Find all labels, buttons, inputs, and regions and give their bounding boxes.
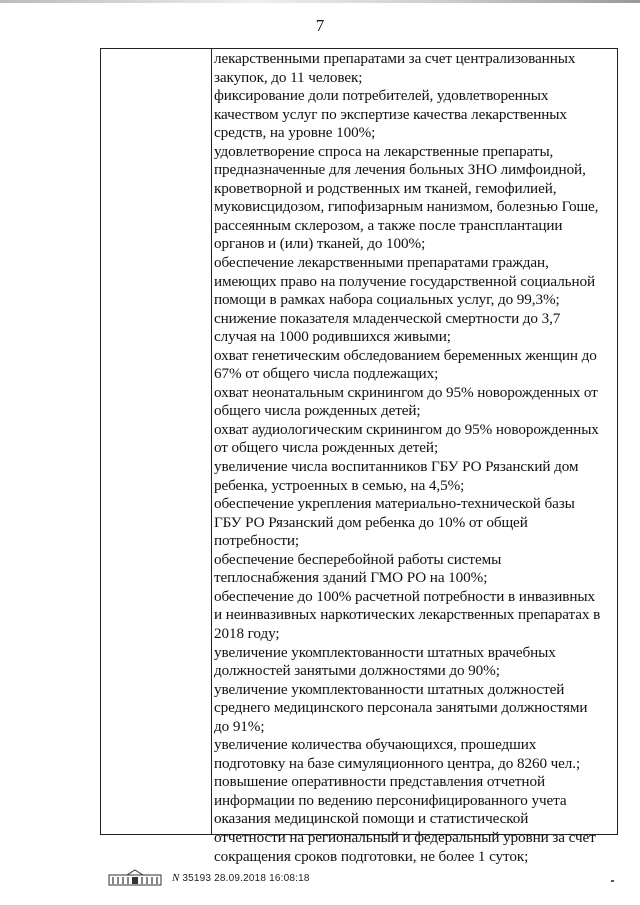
text-line: среднего медицинского персонала занятыми должностями [214,699,588,717]
text-line: должностей занятыми должностями до 90%; [214,662,500,680]
text-line: сокращения сроков подготовки, не более 1 суток; [214,847,529,865]
text-line: подготовку на базе симуляционного центра, до 8260 чел.; [214,754,581,772]
text-line: 2018 году; [214,624,280,642]
text-line: обеспечение укрепления материально-технической базы [214,495,575,513]
text-line: закупок, до 11 человек; [214,68,363,86]
text-line: увеличение количества обучающихся, прошедших [214,736,537,754]
text-line: от общего числа рожденных детей; [214,439,439,457]
text-line: охват аудиологическим скринингом до 95% новорожденных [214,420,599,438]
table-left-cell [101,49,212,834]
text-line: увеличение числа воспитанников ГБУ РО Рязанский дом [214,458,579,476]
table-text-cell [214,50,618,866]
text-line: повышение оперативности представления отчетной [214,773,545,791]
text-line: фиксирование доли потребителей, удовлетворенных [214,87,549,105]
text-line: увеличение укомплектованности штатных должностей [214,680,565,698]
text-line: увеличение укомплектованности штатных врачебных [214,643,556,661]
text-line: органов и (или) тканей, до 100%; [214,235,426,253]
text-line: помощи в рамках набора социальных услуг, до 99,3%; [214,291,560,309]
text-line: оказания медицинской помощи и статистической [214,810,529,828]
text-line: случая на 1000 родившихся живыми; [214,328,451,346]
text-line: качеством услуг по экспертизе качества лекарственных [214,105,567,123]
text-line: охват неонатальным скринингом до 95% новорожденных от [214,383,598,401]
text-line: обеспечение бесперебойной работы системы [214,550,502,568]
text-line: муковисцидозом, гипофизарным нанизмом, болезнью Гоше, [214,198,599,216]
text-line: удовлетворение спроса на лекарственные препараты, [214,142,554,160]
text-line: снижение показателя младенческой смертности до 3,7 [214,309,561,327]
text-line: ГБУ РО Рязанский дом ребенка до 10% от общей [214,513,528,531]
registration-prefix: N [172,872,180,884]
scan-artifact [611,880,614,882]
text-line: потребности; [214,532,300,550]
page-number: 7 [315,16,325,35]
text-line: кроветворной и родственных им тканей, гемофилией, [214,179,557,197]
text-line: лекарственными препаратами за счет централизованных [214,50,576,67]
text-line: теплоснабжения зданий ГМО РО на 100%; [214,569,488,587]
text-line: охват генетическим обследованием беременных женщин до [214,346,597,364]
text-line: предназначенные для лечения больных ЗНО лимфоидной, [214,161,586,179]
text-line: средств, на уровне 100%; [214,124,376,142]
text-line: отчетности на региональный и федеральный уровни за счет [214,828,596,846]
text-line: информации по ведению персонифицированного учета [214,791,567,809]
text-line: общего числа рожденных детей; [214,402,421,420]
registration-footer [108,868,310,888]
text-line: и неинвазивных наркотических лекарственных препаратах в [214,606,601,624]
text-line: обеспечение лекарственными препаратами граждан, [214,254,549,272]
registration-number-timestamp: 35193 28.09.2018 16:08:18 [182,872,310,884]
text-line: имеющих право на получение государственной социальной [214,272,596,290]
text-line: ребенка, устроенных в семью, на 4,5%; [214,476,465,494]
text-line: рассеянным склерозом, а также после трансплантации [214,216,563,234]
registry-stamp-icon [108,869,162,887]
text-line: 67% от общего числа подлежащих; [214,365,439,383]
text-line: до 91%; [214,717,265,735]
scan-edge [0,0,640,3]
text-line: обеспечение до 100% расчетной потребности в инвазивных [214,587,595,605]
